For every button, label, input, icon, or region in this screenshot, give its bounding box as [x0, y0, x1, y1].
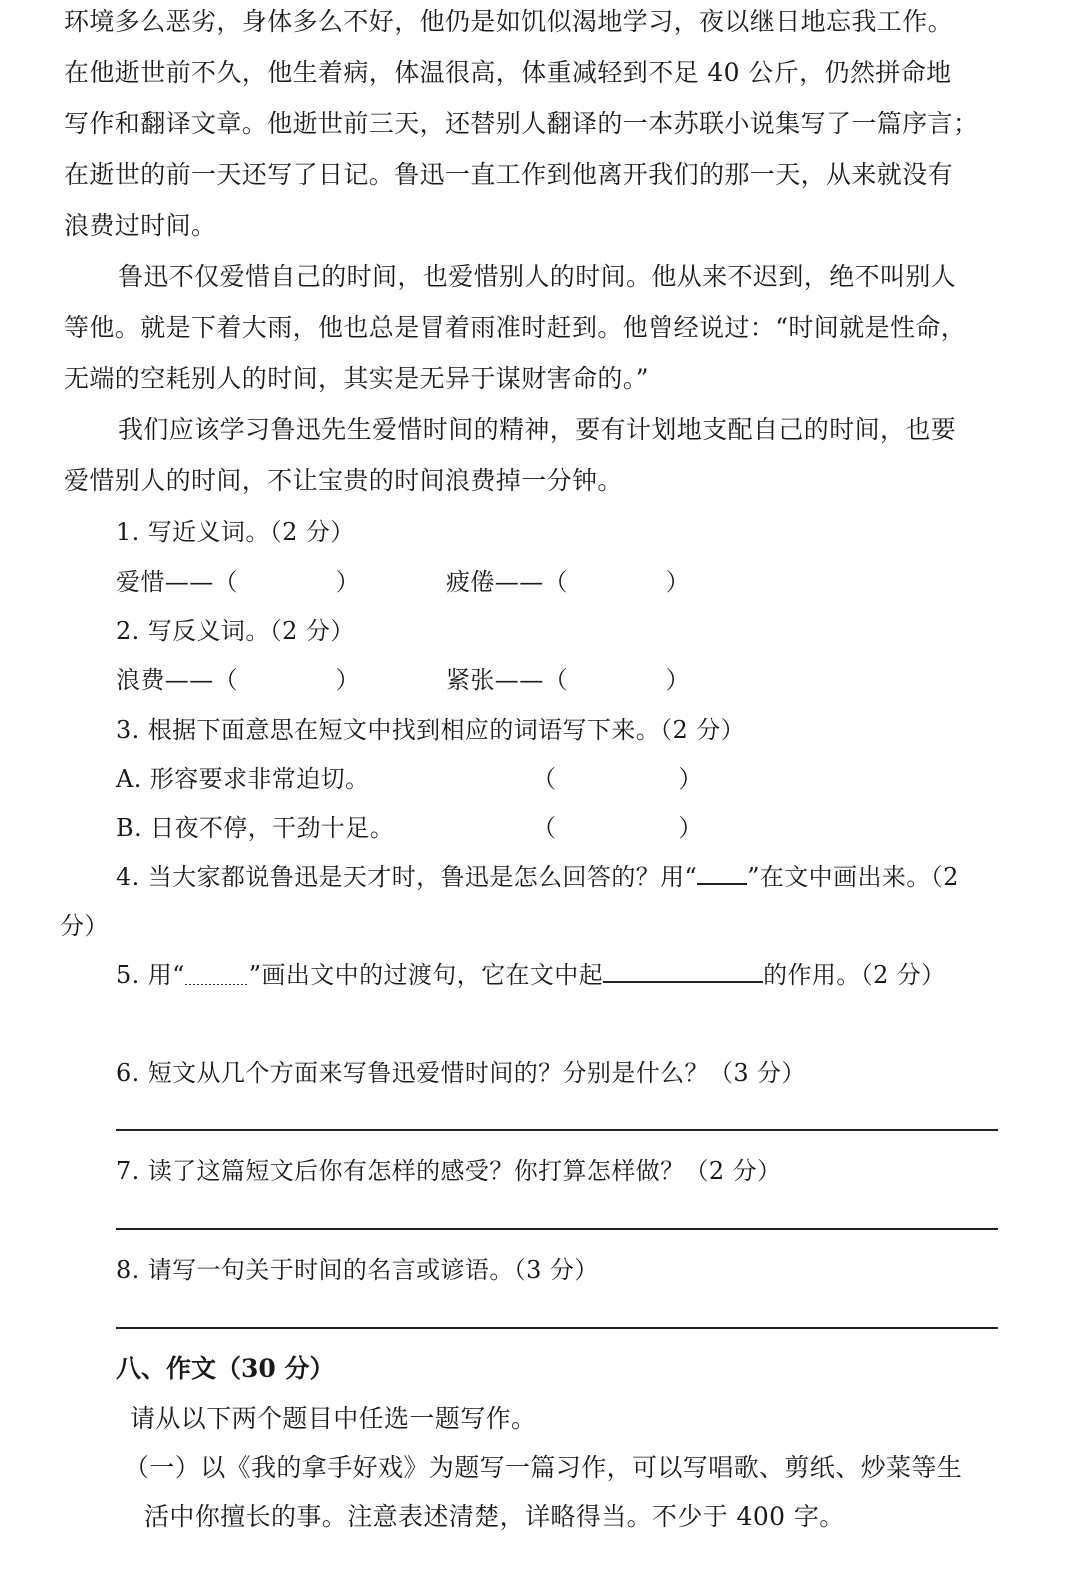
q7-answer-line[interactable]	[116, 1228, 998, 1230]
q2-item-a[interactable]: 浪费——（ ）	[116, 666, 360, 694]
passage-line: 无端的空耗别人的时间，其实是无异于谋财害命的。”	[64, 364, 649, 393]
composition-option-1: （一）以《我的拿手好戏》为题写一篇习作，可以写唱歌、剪纸、炒菜等生	[124, 1453, 963, 1482]
passage-line: 鲁迅不仅爱惜自己的时间，也爱惜别人的时间。他从来不迟到，绝不叫别人	[118, 262, 957, 291]
passage-line: 环境多么恶劣，身体多么不好，他仍是如饥似渴地学习，夜以继日地忘我工作。	[64, 7, 954, 36]
passage-line: 在逝世的前一天还写了日记。鲁迅一直工作到他离开我们的那一天，从来就没有	[64, 160, 954, 189]
section-heading: 八、作文（30 分）	[116, 1354, 335, 1383]
passage-line: 我们应该学习鲁迅先生爱惜时间的精神，要有计划地支配自己的时间，也要	[118, 415, 957, 444]
q3-item-a: A. 形容要求非常迫切。	[116, 765, 370, 793]
q4-continuation: 分）	[60, 912, 109, 940]
q3-answer-a[interactable]: （ ）	[532, 765, 703, 793]
question-4	[116, 857, 959, 892]
q5-answer-blank[interactable]	[603, 959, 763, 983]
q3-answer-b[interactable]: （ ）	[532, 814, 703, 842]
q1-item-a[interactable]: 爱惜——（ ）	[116, 568, 360, 596]
q5-text-pre: 5. 用“	[116, 961, 185, 989]
q8-answer-line[interactable]	[116, 1327, 998, 1329]
q5-text-post: 的作用。（2 分）	[763, 961, 946, 989]
composition-option-1-cont: 活中你擅长的事。注意表述清楚，详略得当。不少于 400 字。	[144, 1502, 845, 1531]
passage-line: 写作和翻译文章。他逝世前三天，还替别人翻译的一本苏联小说集写了一篇序言；	[64, 109, 979, 138]
question-8: 8. 请写一句关于时间的名言或谚语。（3 分）	[116, 1256, 599, 1284]
q6-answer-line[interactable]	[116, 1129, 998, 1131]
passage-line: 在他逝世前不久，他生着病，体温很高，体重减轻到不足 40 公斤，仍然拼命地	[64, 58, 952, 87]
q4-text-pre: 4. 当大家都说鲁迅是天才时，鲁迅是怎么回答的？用“	[116, 863, 698, 891]
q5-text-mid: ”画出文中的过渡句，它在文中起	[248, 961, 604, 989]
q1-item-b[interactable]: 疲倦——（ ）	[446, 568, 690, 596]
passage-line: 爱惜别人的时间，不让宝贵的时间浪费掉一分钟。	[64, 466, 623, 495]
passage-line: 等他。就是下着大雨，他也总是冒着雨准时赶到。他曾经说过：“时间就是性命，	[64, 313, 967, 342]
question-5	[116, 955, 946, 990]
question-6: 6. 短文从几个方面来写鲁迅爱惜时间的？分别是什么？（3 分）	[116, 1059, 806, 1087]
wavy-underline-mark	[185, 975, 249, 985]
passage-line: 浪费过时间。	[64, 211, 217, 240]
composition-instruction: 请从以下两个题目中任选一题写作。	[130, 1404, 537, 1433]
question-3: 3. 根据下面意思在短文中找到相应的词语写下来。（2 分）	[116, 716, 746, 744]
question-1: 1. 写近义词。（2 分）	[116, 518, 355, 546]
underline-mark	[697, 865, 747, 885]
q3-item-b: B. 日夜不停，干劲十足。	[116, 814, 395, 842]
q4-text-post: ”在文中画出来。（2	[747, 863, 959, 891]
q2-item-b[interactable]: 紧张——（ ）	[446, 666, 690, 694]
question-7: 7. 读了这篇短文后你有怎样的感受？你打算怎样做？（2 分）	[116, 1157, 782, 1185]
question-2: 2. 写反义词。（2 分）	[116, 617, 355, 645]
